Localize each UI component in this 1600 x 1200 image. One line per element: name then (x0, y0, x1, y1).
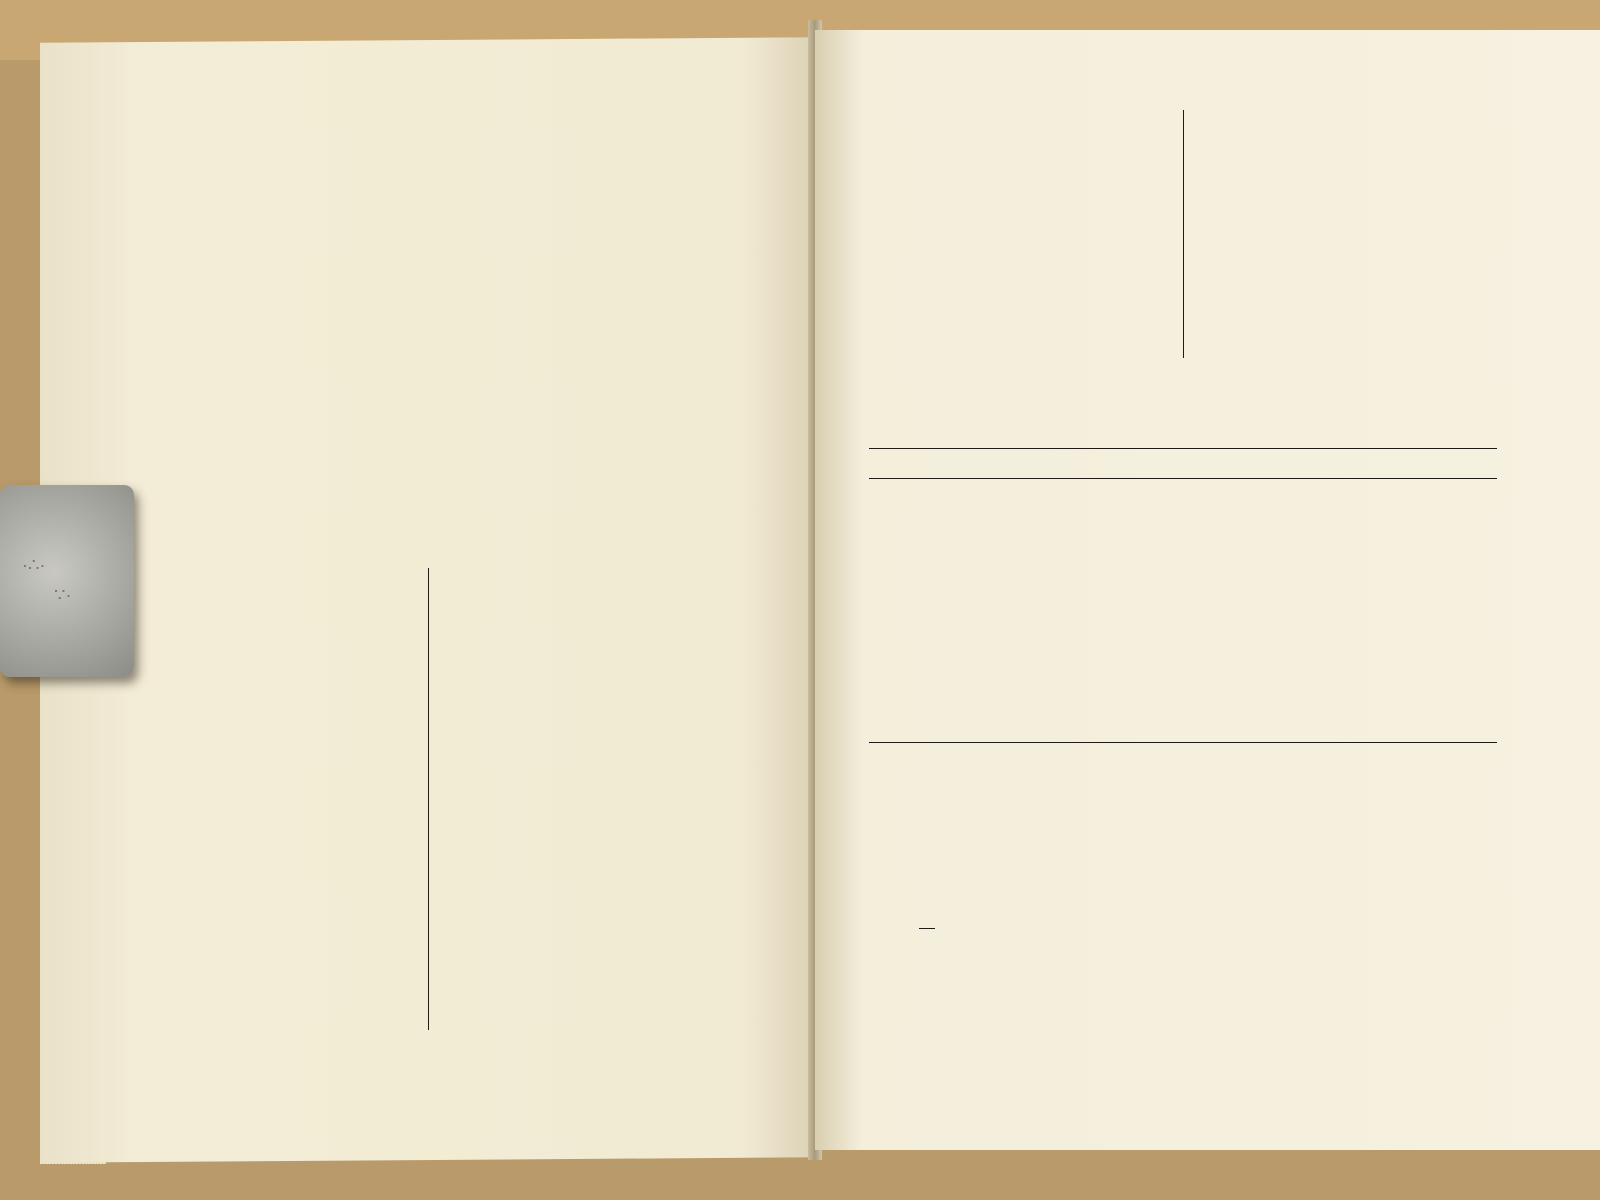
left-page (40, 37, 820, 1162)
ex1-frac (919, 928, 935, 929)
muslim-column-divider (1183, 110, 1184, 358)
julian-top-rule (869, 448, 1497, 449)
jewish-column-divider (428, 568, 429, 1030)
julian-bottom-rule (869, 742, 1497, 743)
julian-header-rule (869, 478, 1497, 479)
weight-texture: ·∴· (22, 555, 46, 575)
paperweight[interactable] (0, 485, 134, 677)
right-page (815, 30, 1600, 1150)
ex1-frac-num (919, 928, 935, 929)
weight-texture: ∵· (54, 585, 72, 605)
